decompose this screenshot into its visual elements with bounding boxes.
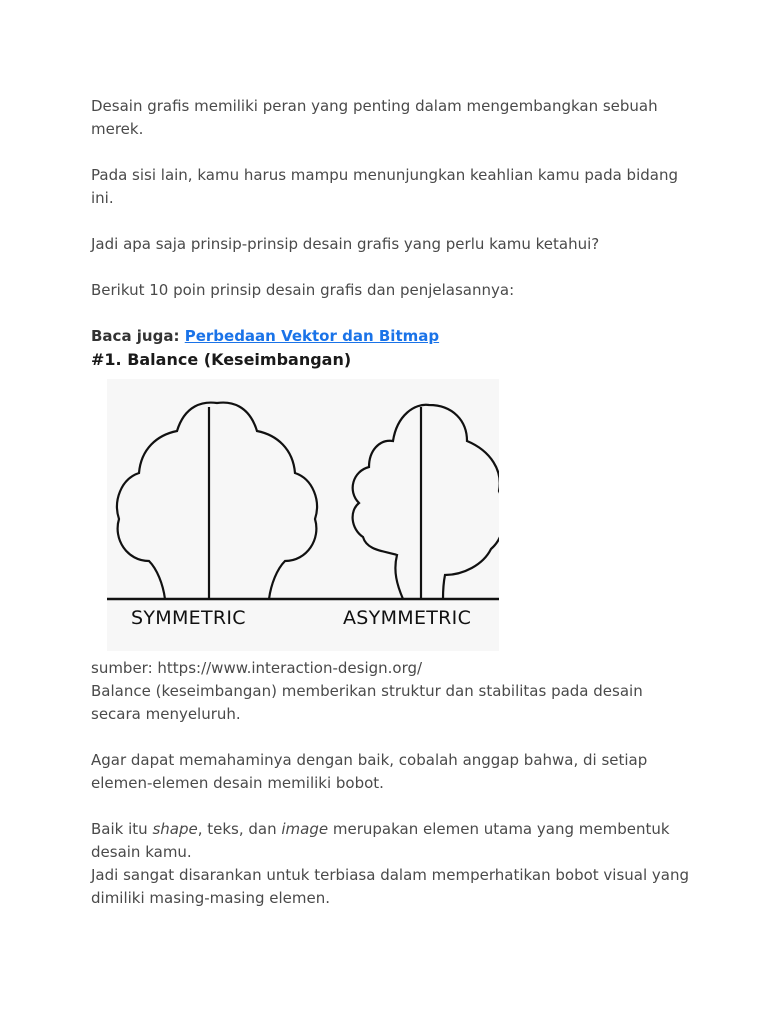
balance-illustration — [107, 379, 499, 651]
p3-part-c: , teks, dan — [197, 820, 282, 838]
paragraph-balance-definition: Balance (keseimbangan) memberikan struktur dan stabilitas pada desain secara menyeluruh. — [91, 682, 643, 723]
paragraph-elements — [91, 818, 691, 864]
baca-juga-link[interactable]: Perbedaan Vektor dan Bitmap — [184, 327, 440, 345]
image-source: sumber: https://www.interaction-design.org/ — [91, 659, 423, 677]
paragraph-question: Jadi apa saja prinsip-prinsip desain grafis yang perlu kamu ketahui? — [91, 235, 600, 253]
article-body — [91, 95, 691, 910]
p3-part-e: merupakan elemen utama yang membentuk desain kamu. — [91, 820, 670, 861]
p3-shape: shape — [152, 820, 198, 838]
paragraph-weight: Agar dapat memahaminya dengan baik, cobalah anggap bahwa, di setiap elemen-elemen desain memiliki bobot. — [91, 751, 648, 792]
paragraph-skill: Pada sisi lain, kamu harus mampu menunjungkan keahlian kamu pada bidang ini. — [91, 166, 678, 207]
paragraph-intro: Desain grafis memiliki peran yang penting dalam mengembangkan sebuah merek. — [91, 97, 658, 138]
baca-juga-line — [91, 325, 691, 348]
label-symmetric: SYMMETRIC — [131, 607, 246, 629]
p3-part-a: Baik itu — [91, 820, 153, 838]
p3-image: image — [281, 820, 329, 838]
baca-juga-label: Baca juga: — [91, 327, 180, 345]
paragraph-visual-weight: Jadi sangat disarankan untuk terbiasa dalam memperhatikan bobot visual yang dimiliki masing-masing elemen. — [91, 866, 690, 907]
asymmetric-tree-outline — [353, 405, 499, 599]
paragraph-list-intro: Berikut 10 poin prinsip desain grafis dan penjelasannya: — [91, 281, 515, 299]
section-heading: #1. Balance (Keseimbangan) — [91, 350, 352, 369]
symmetric-tree-outline — [117, 403, 317, 599]
label-asymmetric: ASYMMETRIC — [343, 607, 472, 629]
